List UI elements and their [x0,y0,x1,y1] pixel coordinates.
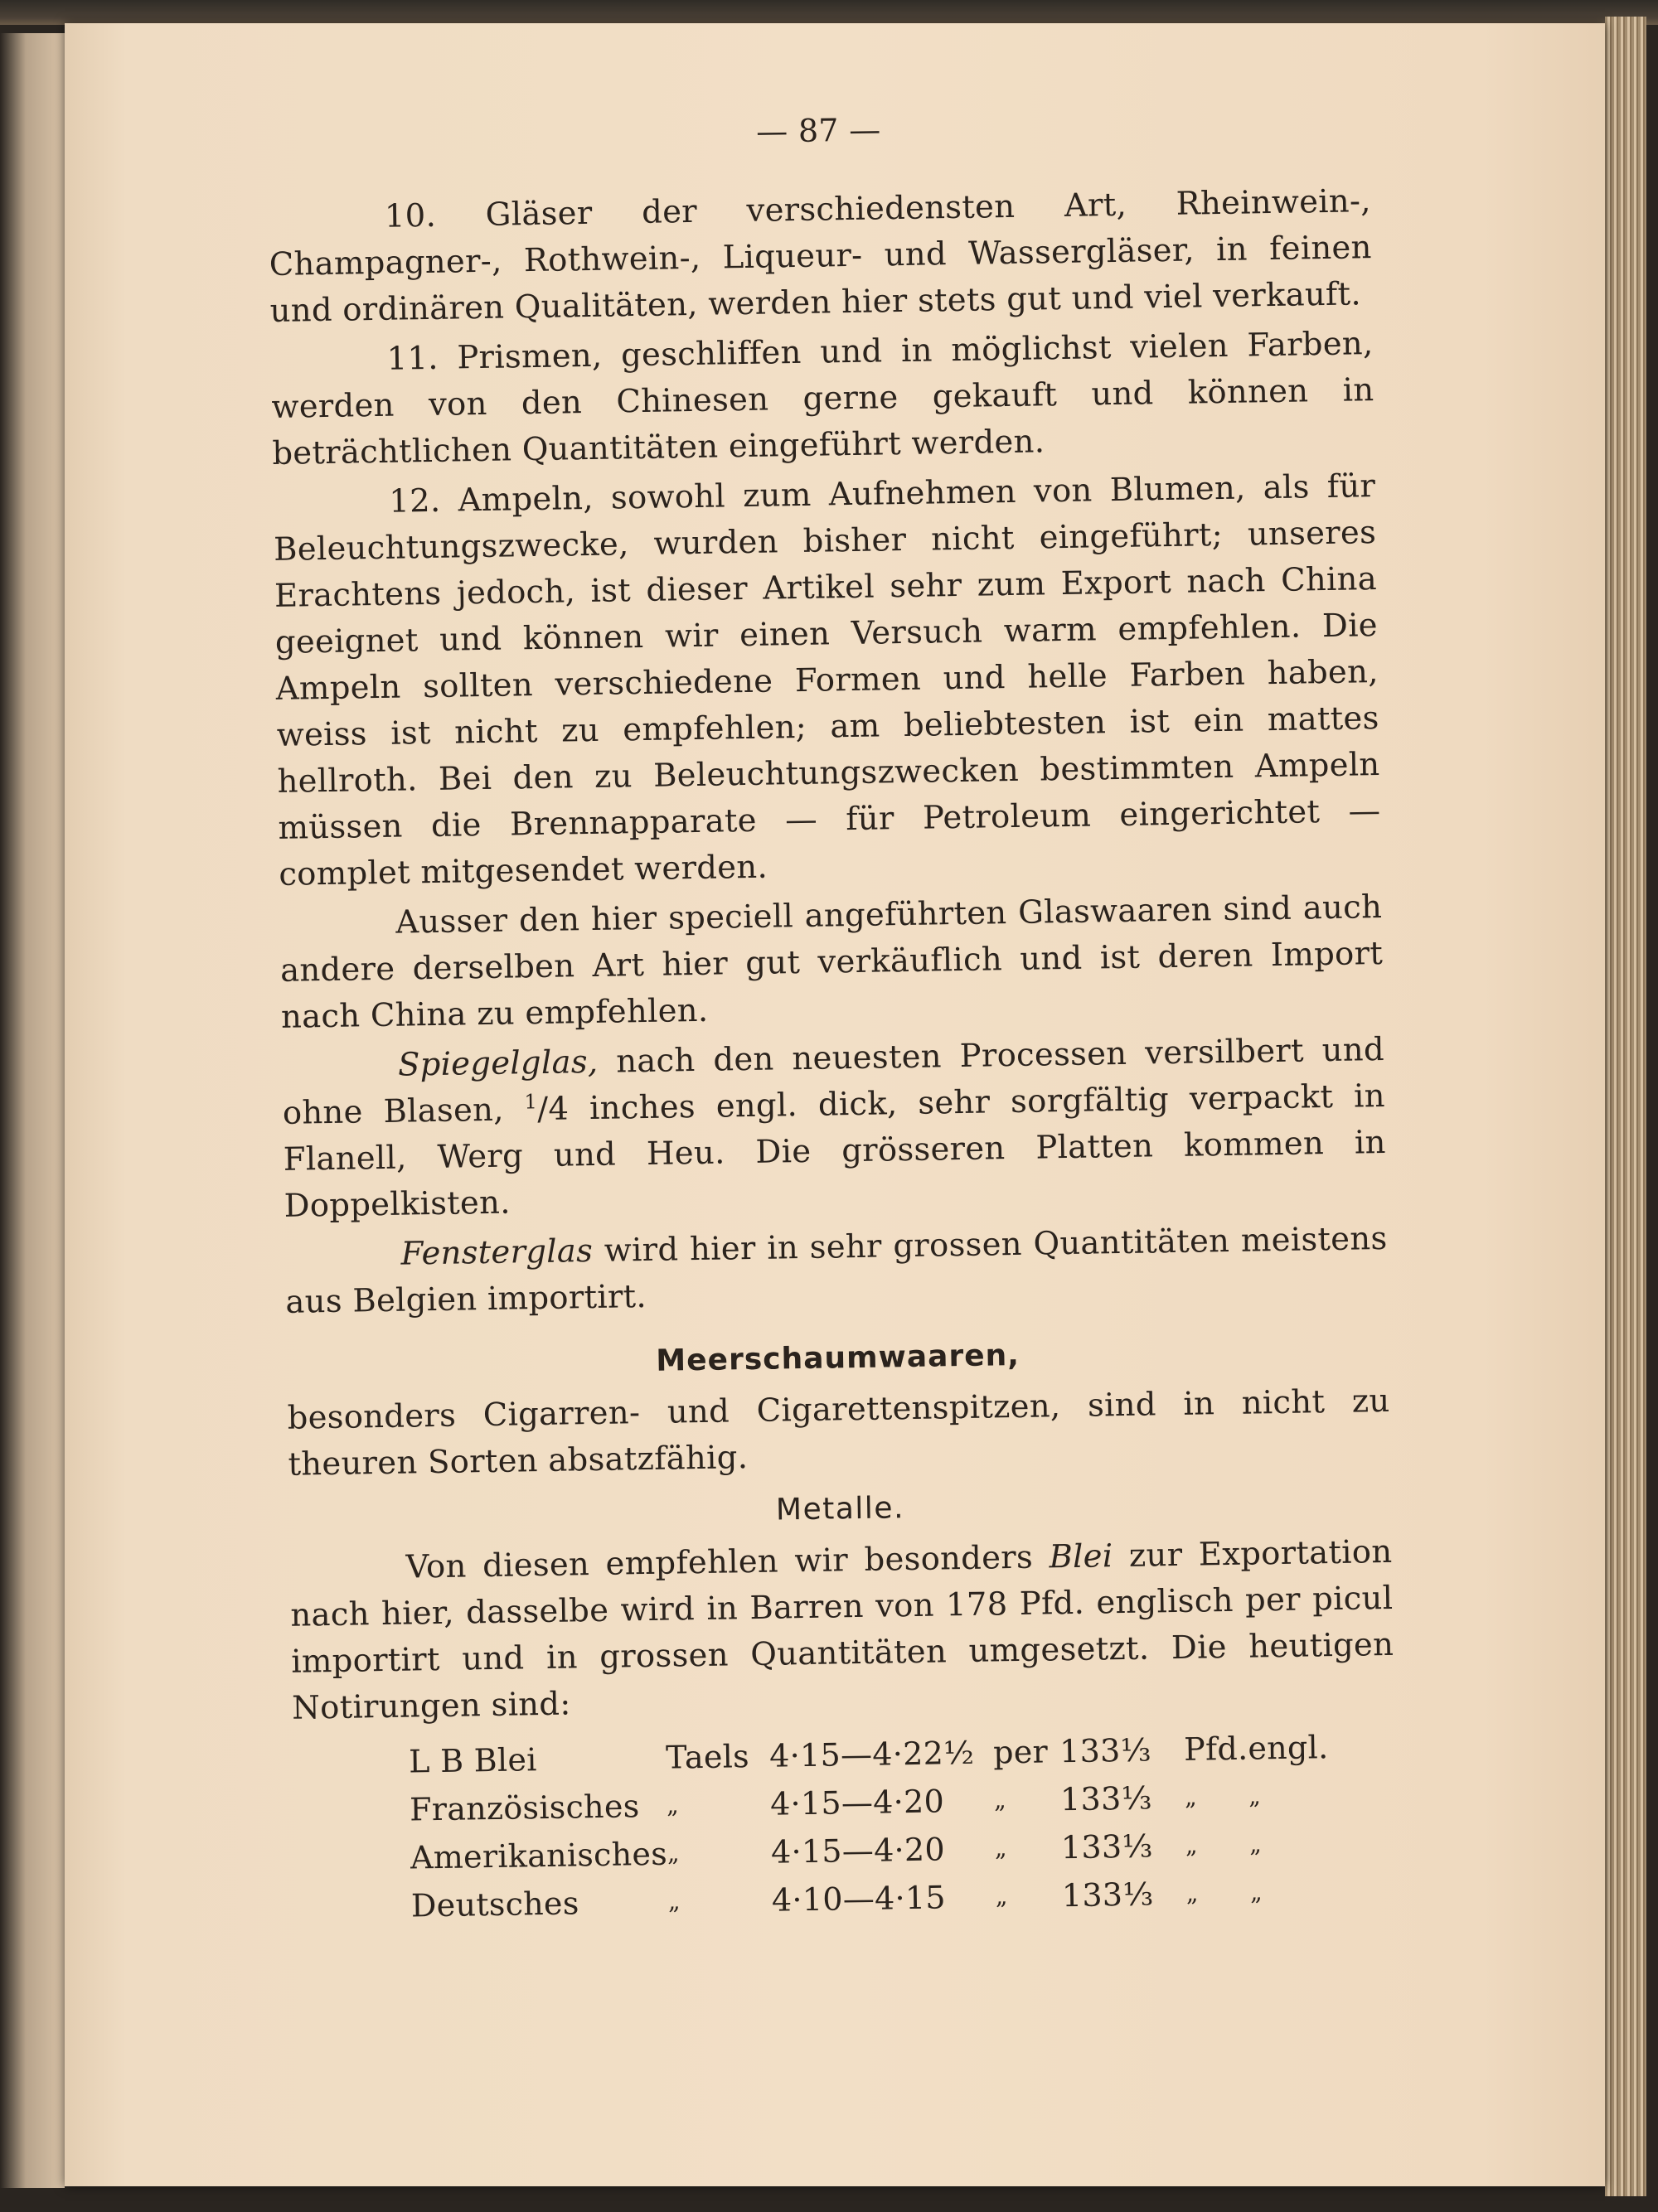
price-pfd: „ [1185,1879,1199,1907]
paragraph-12: 12. Ampeln, sowohl zum Aufnehmen von Blumen, als für Beleuchtungszwecke, wurden bisher nicht eingeführt; unseres Erachtens jedoch, ist dieser Artikel sehr zum Export nach China geeignet und können wir einen Versuch warm empfehlen. Die Ampeln sollten verschiedene Formen und helle Farben haben, weiss ist nicht zu empfehlen; am beliebtesten ist ein mattes hellroth. Bei den zu Beleuchtungszwecken bestimmten Ampeln müssen die Brennapparate — für Petroleum eingerichtet — complet mitgesendet werden. [273,467,1381,893]
price-qty: 133⅓ [1060,1827,1153,1866]
heading-metalle: Metalle. [775,1491,905,1527]
fraction-numerator: 1 [524,1090,538,1114]
price-pfd: Pfd. [1183,1730,1248,1768]
price-qty: 133⅓ [1059,1731,1152,1770]
page-content [267,99,1398,1933]
price-qty: 133⅓ [1061,1876,1154,1914]
price-unit: „ [667,1839,681,1867]
metalle-text-a: Von diesen empfehlen wir besonders [405,1538,1050,1586]
price-name: L B Blei [408,1741,537,1780]
price-unit: Taels [665,1738,750,1776]
price-range: 4·10—4·15 [771,1879,947,1919]
paragraph-10: 10. Gläser der verschiedensten Art, Rheinwein-, Champagner-, Rothwein-, Liqueur- und Wassergläser, in feinen und ordinären Qualitäten, werden hier stets gut und viel verkauft. [269,182,1373,330]
price-engl: „ [1248,1782,1262,1810]
price-per: per [992,1733,1049,1771]
price-unit: „ [667,1887,681,1915]
top-binding-strip [0,0,1658,25]
metalle-text-b: zur Exportation nach hier, dasselbe wird in Barren von 178 Pfd. englisch per picul importirt und in grossen Quantitäten umgesetzt. Die heutigen Notirungen sind: [290,1532,1394,1727]
paragraph-11: 11. Prismen, geschliffen und in möglichst vielen Farben, werden von den Chinesen gerne gekauft und können in beträchtlichen Quantitäten eingeführt werden. [271,325,1374,472]
heading-meerschaumwaaren: Meerschaumwaaren, [656,1338,1020,1378]
price-per: „ [993,1786,1007,1814]
price-per: „ [995,1882,1008,1910]
term-spiegelglas: Spiegelglas, [397,1043,599,1084]
page-number: — 87 — [755,111,881,150]
spiegelglas-text-a: nach den neuesten Processen versilbert und ohne Blasen, [282,1030,1385,1132]
spiegelglas-text-b: inches engl. dick, sehr sorgfältig verpackt in Flanell, Werg und Heu. Die grösseren Platten kommen in Doppelkisten. [283,1077,1386,1225]
term-fensterglas: Fensterglas [400,1232,594,1273]
paragraph-fensterglas [284,1216,1389,1326]
price-table [409,1724,1331,1930]
price-name: Amerikanisches [410,1835,668,1876]
price-pfd: „ [1184,1783,1198,1811]
price-name: Deutsches [410,1885,579,1924]
paragraph-metalle [289,1529,1394,1732]
left-page-edge [0,33,65,2188]
paragraph-spiegelglas [282,1027,1387,1230]
fensterglas-text: wird hier in sehr grossen Quantitäten meistens aus Belgien importirt. [285,1219,1388,1321]
fraction-denominator: /4 [536,1090,570,1129]
price-per: „ [994,1834,1008,1862]
price-unit: „ [666,1791,680,1819]
term-blei: Blei [1049,1537,1113,1576]
price-engl: „ [1248,1830,1263,1858]
price-range: 4·15—4·20 [769,1783,945,1822]
price-pfd: „ [1185,1831,1199,1859]
price-range: 4·15—4·20 [770,1831,946,1871]
price-range: 4·15—4·22½ [768,1734,975,1774]
price-engl: „ [1249,1878,1263,1906]
price-engl: engl. [1248,1729,1329,1767]
paragraph-meerschaum: besonders Cigarren- und Cigarettenspitzen, sind in nicht zu theuren Sorten absatzfähig. [287,1382,1390,1484]
price-name: Französisches [409,1788,640,1828]
page-stack-edge [1605,17,1646,2196]
paragraph-ausser: Ausser den hier speciell angeführten Glaswaaren sind auch andere derselben Art hier gut verkäuflich und ist deren Import nach China zu empfehlen. [279,888,1384,1036]
price-qty: 133⅓ [1059,1779,1152,1818]
